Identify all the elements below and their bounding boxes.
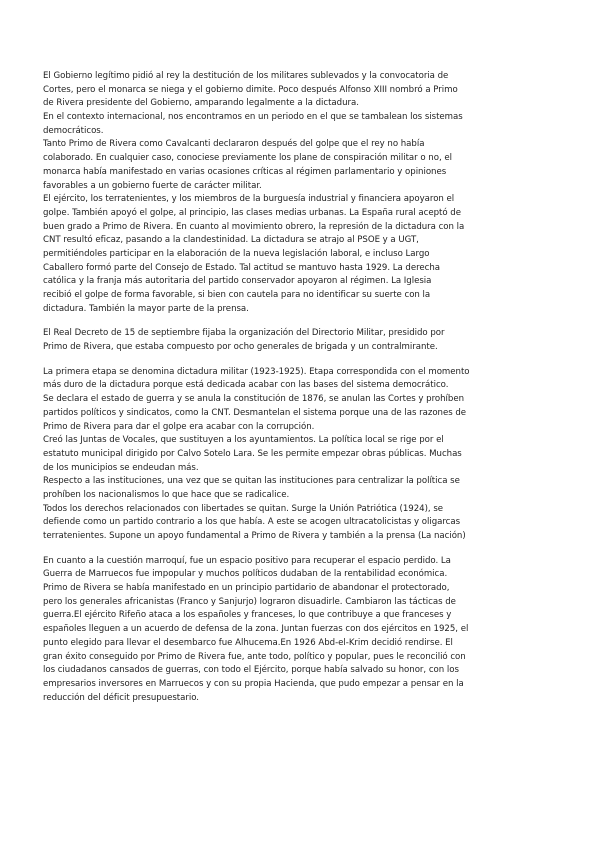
text-line: Primo de Rivera, que estaba compuesto por ocho generales de brigada y un contralmirante. [43,342,438,353]
paragraph-block [43,555,563,706]
document-body [43,70,563,716]
text-line: Cortes, pero el monarca se niega y el gobierno dimite. Poco después Alfonso XIII nombró a Primo [43,84,458,95]
text-line: En cuanto a la cuestión marroquí, fue un espacio positivo para recuperar el espacio perdido. La [43,555,451,566]
text-line: El ejército, los terratenientes, y los miembros de la burguesía industrial y financiera apoyaron el [43,194,455,205]
text-line: los ciudadanos cansados de guerras, con todo el Ejército, porque había salvado su honor, con los [43,665,459,676]
text-line: prohíben los nacionalismos lo que hace que se radicalice. [43,489,290,500]
text-line: Primo de Rivera se había manifestado en un principio partidario de abandonar el protectorado, [43,583,450,594]
text-line: Se declara el estado de guerra y se anula la constitución de 1876, se anulan las Cortes y prohíben [43,394,464,405]
text-line: empresarios inversores en Marruecos y con su propia Hacienda, que pudo empezar a pensar en la [43,678,464,689]
text-line: estatuto municipal dirigido por Calvo Sotelo Lara. Se les permite empezar obras públicas. Muchas [43,448,462,459]
text-line: Primo de Rivera para dar el golpe era acabar con la corrupción. [43,421,315,432]
text-line: El Gobierno legítimo pidió al rey la destitución de los militares sublevados y la convocatoria de [43,71,449,81]
text-line: CNT resultó eficaz, pasando a la clandestinidad. La dictadura se atrajo al PSOE y a UGT, [43,235,419,246]
text-line: pero los generales africanistas (Franco y Sanjurjo) lograron disuadirle. Cambiaron las tácticas de [43,596,456,607]
text-line: reducción del déficit presupuestario. [43,692,199,703]
text-line: punto elegido para llevar el desembarco fue Alhucema.En 1926 Abd-el-Krim decidió rendirse. El [43,637,453,648]
text-line: buen grado a Primo de Rivera. En cuanto al movimiento obrero, la represión de la dictadura con la [43,221,465,232]
text-line: permitiéndoles participar en la elaboración de la nueva legislación laboral, e incluso Largo [43,248,430,259]
text-line: Guerra de Marruecos fue impopular y muchos políticos dudaban de la rentabilidad económica. [43,569,448,580]
text-line: terratenientes. Supone un apoyo fundamental a Primo de Rivera y también a la prensa (La nación) [43,531,466,541]
text-line: Creó las Juntas de Vocales, que sustituyen a los ayuntamientos. La política local se rige por el [43,435,444,446]
text-line: españoles lleguen a un acuerdo de defensa de la zona. Juntan fuerzas con dos ejércitos en 1925, el [43,624,469,635]
text-line: colaborado. En cualquier caso, conociese previamente los plane de conspiración militar o no, el [43,153,452,164]
paragraph-block [43,70,563,316]
text-line: más duro de la dictadura porque está dedicada acabar con las bases del sistema democrático. [43,380,449,391]
text-line: Tanto Primo de Rivera como Cavalcanti declararon después del golpe que el rey no había [43,139,425,150]
paragraph-block [43,366,563,544]
text-line: católica y la franja más autoritaria del partido conservador apoyaron al régimen. La Iglesia [43,276,432,287]
text-line: favorables a un gobierno fuerte de carácter militar. [43,180,262,191]
text-line: guerra.El ejército Rifeño ataca a los españoles y franceses, lo que contribuye a que franceses y [43,610,452,621]
text-line: Respecto a las instituciones, una vez que se quitan las instituciones para centralizar la política se [43,476,460,487]
text-line: El Real Decreto de 15 de septiembre fijaba la organización del Directorio Militar, presidido por [43,328,445,339]
text-line: defiende como un partido contrario a los que había. A este se acogen ultracatolicistas y oligarcas [43,517,461,528]
text-line: Todos los derechos relacionados con libertades se quitan. Surge la Unión Patriótica (1924), se [43,503,444,514]
text-line: monarca había manifestado en varias ocasiones críticas al régimen parlamentario y opiniones [43,166,447,177]
text-line: de Rivera presidente del Gobierno, amparando legalmente a la dictadura. [43,98,359,109]
text-line: partidos políticos y sindicatos, como la CNT. Desmantelan el sistema porque una de las razones de [43,407,467,418]
text-line: recibió el golpe de forma favorable, si bien con cautela para no identificar su suerte con la [43,290,431,300]
text-line: La primera etapa se denomina dictadura militar (1923-1925). Etapa correspondida con el momento [43,366,470,377]
text-line: dictadura. También la mayor parte de la prensa. [43,303,249,314]
text-line: democráticos. [43,125,104,136]
text-line: golpe. También apoyó el golpe, al principio, las clases medias urbanas. La España rural aceptó de [43,207,461,218]
text-line: de los municipios se endeudan más. [43,462,199,473]
text-line: En el contexto internacional, nos encontramos en un periodo en el que se tambalean los sistemas [43,112,463,123]
text-line: Caballero formó parte del Consejo de Estado. Tal actitud se mantuvo hasta 1929. La derecha [43,262,441,273]
paragraph-block [43,327,563,354]
text-line: gran éxito conseguido por Primo de Rivera fue, ante todo, político y popular, pues le reconcilió con [43,651,466,662]
